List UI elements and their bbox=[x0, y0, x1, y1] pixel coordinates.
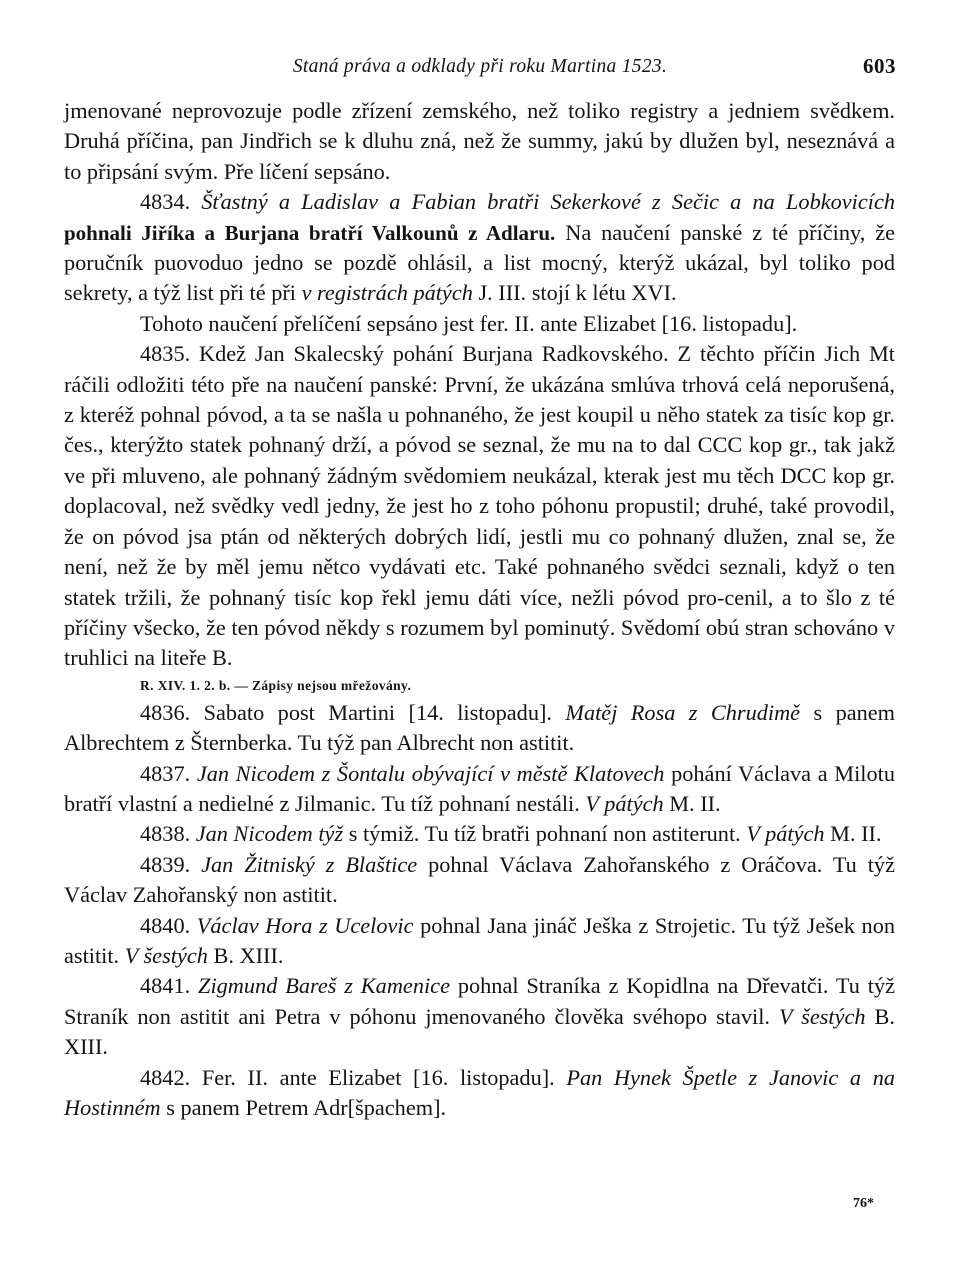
entry-text: 4835. Kdež Jan Skalecský pohání Burjana Radkovského. Z těchto příčin Jich Mt ráčili odložiti této pře na naučení panské: První, že ukázána smlúva trhová celá neporušená, z kteréž pohnal póvod, a ta se našla u pohnaného, že jest koupil u něho statek za tisíc kop gr. čes., kterýžto statek pohnaný drží, a póvod se seznal, že mu na to dal CCC kop gr., tak jakž ve při mluveno, ale pohnaný žádným svědomiem neukázal, kterak jest mu těch DCC kop gr. doplacoval, než svědky vedl jedny, že jest ho z toho póhonu propustil; druhé, také provodil, že on póvod jsa ptán od některých dobrých lidí, jestli mu co pohnaný dlužen, znal se, že není, než že by měl jemu nětco vydávati etc. Také pohnaného svědci seznali, když o ten statek tržili, že pohnaný tisíc kop řekl jemu dáti více, nežli póvod pro-cenil, a to šlo z té příčiny všecko, že ten póvod někdy s rozumem byl pominutý. Svědomí obú stran schováno v truhlici na liteře B. bbox=[64, 341, 895, 671]
entry-text: s panem Petrem Adr[špachem]. bbox=[166, 1095, 447, 1120]
entry-4836 bbox=[64, 698, 895, 759]
entry-reference: V šestých bbox=[124, 942, 208, 968]
entry-text: pohnal Václava Zahořanského z Oráčova. Tu týž Václav Zahořanský non astitit. bbox=[64, 851, 895, 908]
entry-reference: V šestých bbox=[778, 1003, 866, 1029]
entry-text: pohnali Jiříka a Burjana bratří Valkounů z Adlaru. bbox=[64, 220, 556, 245]
entry-text: Sabato post Martini [14. listopadu]. bbox=[203, 699, 552, 725]
entry-text: Fer. II. ante Elizabet [16. listopadu]. bbox=[201, 1064, 555, 1090]
entry-parties: Jan Žitniský z Blaštice bbox=[201, 851, 418, 877]
paragraph-continuation bbox=[64, 96, 895, 187]
entry-parties: Šťastný a Ladislav a Fabian bratři Sekerkové z Sečic a na Lobkovicích bbox=[201, 189, 895, 215]
entry-4837 bbox=[64, 759, 895, 820]
entry-text: J. III. stojí k létu XVI. bbox=[478, 280, 677, 306]
entry-parties: Pan Hynek Špetle z Janovic a na Hostinném bbox=[64, 1064, 895, 1120]
signature-mark: 76* bbox=[853, 1196, 874, 1211]
entry-4838 bbox=[64, 819, 895, 849]
entry-4842 bbox=[64, 1063, 895, 1124]
entry-text: M. II. bbox=[669, 790, 721, 816]
editorial-note: R. XIV. 1. 2. b. — Zápisy nejsou mřežovány. bbox=[140, 677, 412, 693]
entry-reference: V pátých bbox=[746, 821, 825, 847]
entry-4835 bbox=[64, 339, 895, 673]
entry-text: Na naučení panské z té příčiny, že poručník puovoduo jedno se pozdě ohlásil, a list mocný, kterýž ukázal, byl toliko pod sekrety, a týž list při té při bbox=[64, 219, 895, 306]
paragraph-text: jmenované neprovozuje podle zřízení zemského, než toliko registry a jedniem svědkem. Druhá příčina, pan Jindřich se k dluhu zná, než že summy, jakú by dlužen byl, neseznává a to připsání svým. Pře líčení sepsáno. bbox=[64, 98, 895, 184]
entry-number: 4840. bbox=[140, 912, 191, 938]
paragraph-text: Tohoto naučení přelíčení sepsáno jest fer. II. ante Elizabet [16. listopadu]. bbox=[140, 310, 798, 336]
entry-number: 4839. bbox=[140, 851, 191, 877]
entry-4839 bbox=[64, 850, 895, 911]
entry-text: B. XIII. bbox=[64, 1003, 895, 1060]
entry-parties: Jan Nicodem z Šontalu obývající v městě Klatovech bbox=[196, 760, 665, 786]
entry-text: B. XIII. bbox=[213, 942, 284, 968]
entry-number: 4834. bbox=[140, 189, 191, 215]
entry-reference: V pátých bbox=[585, 790, 664, 816]
entry-parties: Jan Nicodem týž bbox=[195, 821, 344, 847]
entry-text: pohnal Jana jináč Ješka z Strojetic. Tu týž Ješek non astitit. bbox=[64, 912, 895, 968]
entry-text: pohání Václava a Milotu bratří vlastní a nedielné z Jilmanic. Tu tíž pohnaní nestáli. bbox=[64, 760, 895, 816]
paragraph-note bbox=[64, 309, 895, 339]
entry-text: M. II. bbox=[830, 821, 882, 847]
entry-parties: Matěj Rosa z Chrudimě bbox=[565, 699, 801, 725]
entry-number: 4842. bbox=[140, 1064, 191, 1090]
entry-number: 4838. bbox=[140, 821, 191, 847]
entry-number: 4837. bbox=[140, 760, 191, 786]
entry-parties: Václav Hora z Ucelovic bbox=[196, 912, 414, 938]
page-number: 603 bbox=[863, 54, 896, 78]
entry-parties: Zigmund Bareš z Kamenice bbox=[198, 973, 450, 999]
entry-4834 bbox=[64, 187, 895, 309]
entry-4841 bbox=[64, 971, 895, 1062]
entry-number: 4836. bbox=[140, 699, 191, 725]
entry-4840 bbox=[64, 911, 895, 972]
entry-text: s týmiž. Tu tíž bratři pohnaní non astiterunt. bbox=[348, 821, 741, 847]
entry-reference: v registrách pátých bbox=[301, 280, 473, 306]
entry-text: pohnal Straníka z Kopidlna na Dřevatči. Tu týž Straník non astitit ani Petra v póhonu jmenovaného člověka svéhopo stavil. bbox=[64, 973, 895, 1029]
entry-text: s panem Albrechtem z Šternberka. Tu týž pan Albrecht non astitit. bbox=[64, 699, 895, 756]
running-title: Staná práva a odklady při roku Martina 1523. bbox=[292, 56, 668, 77]
entry-number: 4841. bbox=[140, 973, 191, 999]
page-header bbox=[64, 52, 896, 86]
page-body bbox=[64, 96, 895, 1123]
